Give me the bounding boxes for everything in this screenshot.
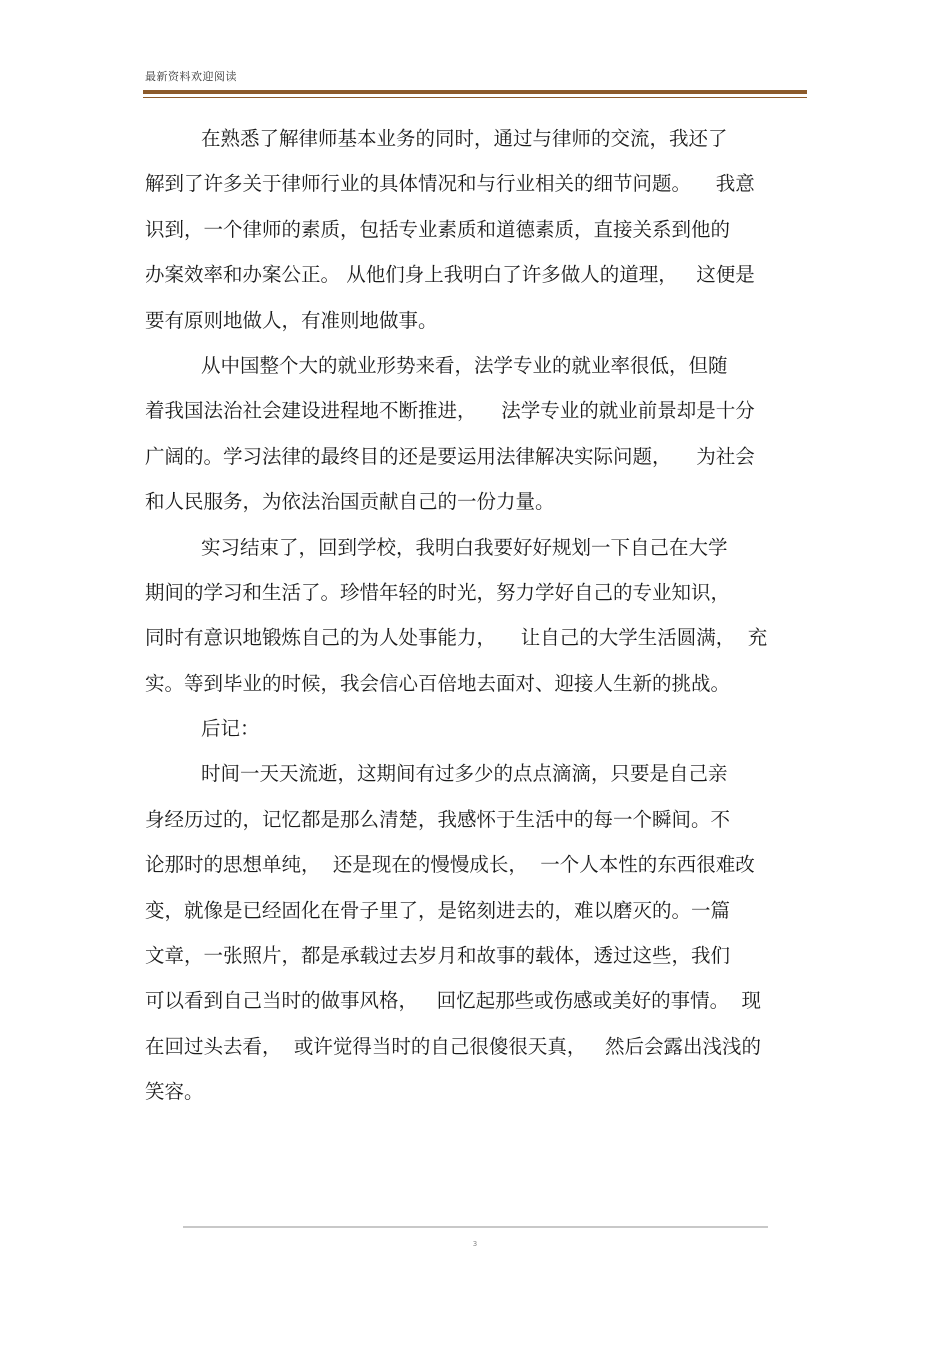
paragraph-4-line-5: 文章，一张照片，都是承载过去岁月和故事的载体，透过这些，我们 — [145, 944, 731, 968]
paragraph-4-line-7: 在回过头去看， 或许觉得当时的自己很傻很天真， 然后会露出浅浅的 — [145, 1034, 761, 1058]
paragraph-3-line-3: 同时有意识地锻炼自己的为人处事能力， 让自己的大学生活圆满， 充 — [145, 626, 768, 650]
paragraph-2-line-1: 从中国整个大的就业形势来看，法学专业的就业率很低，但随 — [201, 353, 728, 377]
paragraph-2-line-4: 和人民服务，为依法治国贡献自己的一份力量。 — [145, 490, 555, 514]
paragraph-4-line-1: 时间一天天流逝，这期间有过多少的点点滴滴，只要是自己亲 — [201, 762, 728, 786]
header-rule-thick — [143, 90, 807, 94]
footer-rule — [183, 1226, 768, 1228]
paragraph-4-line-4: 变，就像是已经固化在骨子里了，是铭刻进去的，难以磨灭的。一篇 — [145, 898, 731, 922]
paragraph-1-line-2: 解到了许多关于律师行业的具体情况和与行业相关的细节问题。 我意 — [145, 172, 755, 196]
afterword-heading: 后记： — [201, 717, 260, 741]
paragraph-2-line-2: 着我国法治社会建设进程地不断推进， 法学专业的就业前景却是十分 — [145, 399, 755, 423]
document-body — [145, 116, 807, 1115]
paragraph-4-line-8: 笑容。 — [145, 1080, 204, 1104]
running-header: 最新资料欢迎阅读 — [145, 70, 237, 83]
paragraph-4-line-6: 可以看到自己当时的做事风格， 回忆起那些或伤感或美好的事情。 现 — [145, 989, 761, 1013]
paragraph-1-line-3: 识到，一个律师的素质，包括专业素质和道德素质，直接关系到他的 — [145, 217, 731, 241]
paragraph-4-line-3: 论那时的思想单纯， 还是现在的慢慢成长， 一个人本性的东西很难改 — [145, 853, 755, 877]
paragraph-3-line-4: 实。等到毕业的时候，我会信心百倍地去面对、迎接人生新的挑战。 — [145, 671, 731, 695]
paragraph-4-line-2: 身经历过的，记忆都是那么清楚，我感怀于生活中的每一个瞬间。不 — [145, 807, 731, 831]
paragraph-3-line-1: 实习结束了，回到学校，我明白我要好好规划一下自己在大学 — [201, 535, 728, 559]
paragraph-1-line-5: 要有原则地做人，有准则地做事。 — [145, 308, 438, 332]
page-number: 3 — [472, 1240, 478, 1248]
paragraph-1-line-1: 在熟悉了解律师基本业务的同时，通过与律师的交流，我还了 — [201, 127, 728, 150]
header-rule-thin — [143, 97, 807, 98]
paragraph-1-line-4: 办案效率和办案公正。 从他们身上我明白了许多做人的道理， 这便是 — [145, 263, 755, 287]
paragraph-3-line-2: 期间的学习和生活了。珍惜年轻的时光，努力学好自己的专业知识， — [145, 580, 731, 604]
paragraph-2-line-3: 广阔的。学习法律的最终目的还是要运用法律解决实际问题， 为社会 — [145, 444, 755, 468]
